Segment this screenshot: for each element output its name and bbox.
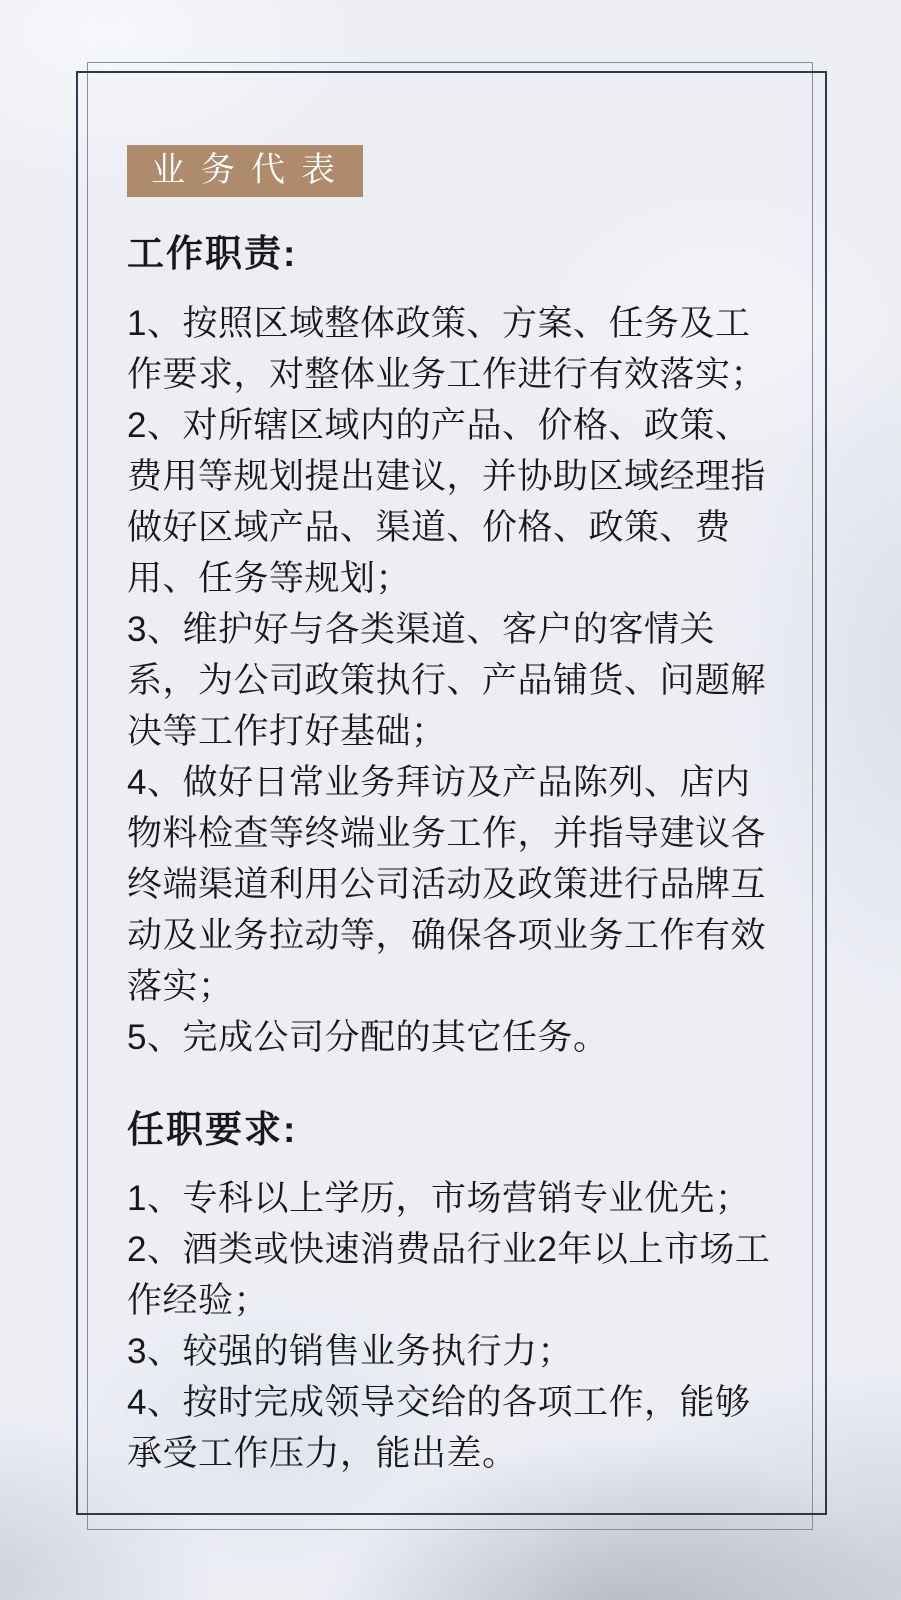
poster-content [127, 145, 779, 1479]
requirements-heading: 任职要求: [127, 1108, 298, 1150]
requirement-item: 3、较强的销售业务执行力； [127, 1332, 573, 1372]
requirement-item: 4、按时完成领导交给的各项工作，能够承受工作压力，能出差。 [127, 1383, 751, 1474]
requirement-item: 1、专科以上学历，市场营销专业优先； [127, 1179, 751, 1219]
duty-item: 1、按照区域整体政策、方案、任务及工作要求，对整体业务工作进行有效落实； [127, 303, 767, 394]
job-title-badge: 业务代表 [127, 145, 363, 197]
duties-heading: 工作职责: [127, 233, 298, 274]
duty-item: 5、完成公司分配的其它任务。 [127, 1017, 609, 1057]
duty-item: 4、做好日常业务拜访及产品陈列、店内物料检查等终端业务工作，并指导建议各终端渠道利用公司活动及政策进行品牌互动及业务拉动等，确保各项业务工作有效落实； [127, 762, 767, 1006]
duty-item: 3、维护好与各类渠道、客户的客情关系，为公司政策执行、产品铺货、问题解决等工作打好基础； [127, 609, 767, 751]
requirement-item: 2、酒类或快速消费品行业2年以上市场工作经验； [127, 1230, 771, 1321]
duties-list [127, 298, 779, 1063]
requirements-list [127, 1173, 779, 1479]
duty-item: 2、对所辖区域内的产品、价格、政策、费用等规划提出建议，并协助区域经理指做好区域产品、渠道、价格、政策、费用、任务等规划； [127, 405, 767, 598]
